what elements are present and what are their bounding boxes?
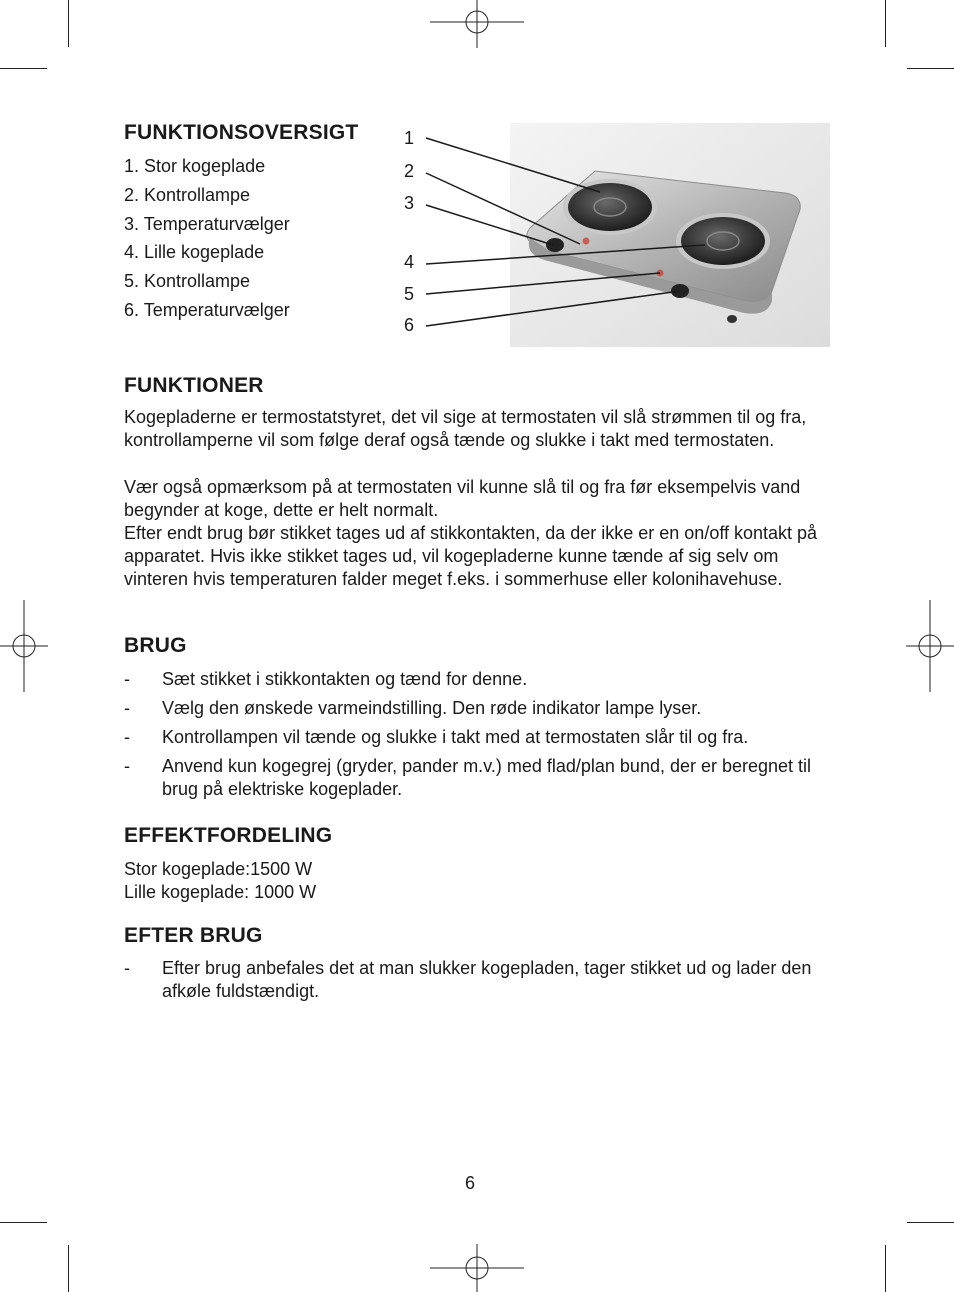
crop-mark — [68, 1245, 69, 1292]
list-item — [124, 957, 824, 1003]
callout-number: 1 — [404, 128, 415, 148]
overview-item: 4. Lille kogeplade — [124, 242, 265, 263]
overview-item: 6. Temperaturvælger — [124, 299, 290, 320]
list-item — [124, 697, 824, 720]
overview-item: 2. Kontrollampe — [124, 184, 251, 205]
usage-heading: BRUG — [124, 634, 187, 657]
power-value: 1000 W — [254, 882, 317, 902]
registration-mark-left — [0, 600, 48, 692]
callout-number: 4 — [404, 252, 415, 272]
bullet-dash: - — [124, 958, 130, 978]
list-item — [124, 726, 824, 749]
bullet-dash: - — [124, 669, 130, 689]
power-row-small — [124, 881, 316, 904]
callout-number: 2 — [404, 161, 415, 181]
power-row-large — [124, 858, 312, 881]
crop-mark — [907, 1222, 954, 1223]
functions-paragraph: Efter endt brug bør stikket tages ud af stikkontakten, da der ikke er en on/off kontakt på apparatet. Hvis ikke stikket tages ud, vil kogepladerne kunne tænde af sig selv om vinteren hvis temperaturen falder meget f.eks. i sommerhuse eller kolonihavehuse. — [124, 523, 818, 590]
usage-list — [124, 668, 824, 807]
overview-heading: FUNKTIONSOVERSIGT — [124, 121, 359, 144]
overview-item: 1. Stor kogeplade — [124, 156, 266, 176]
after-heading: EFTER BRUG — [124, 924, 263, 947]
list-item — [124, 668, 824, 691]
list-item-text: Anvend kun kogegrej (gryder, pander m.v.) med flad/plan bund, der er beregnet til brug på elektriske kogeplader. — [162, 756, 812, 800]
power-label: Stor kogeplade: — [124, 859, 251, 879]
list-item-text: Sæt stikket i stikkontakten og tænd for denne. — [162, 669, 528, 689]
list-item-text: Efter brug anbefales det at man slukker kogepladen, tager stikket ud og lader den afkøle fuldstændigt. — [162, 958, 812, 1002]
crop-mark — [885, 1245, 886, 1292]
crop-mark — [0, 1222, 47, 1223]
power-label: Lille kogeplade: — [124, 882, 250, 902]
list-item — [124, 755, 824, 801]
after-list — [124, 957, 824, 1009]
registration-mark-right — [906, 600, 954, 692]
registration-mark-bottom — [430, 1244, 524, 1292]
functions-heading: FUNKTIONER — [124, 374, 264, 397]
callout-number: 5 — [404, 284, 415, 304]
callout-number: 6 — [404, 315, 415, 335]
list-item-text: Vælg den ønskede varmeindstilling. Den røde indikator lampe lyser. — [162, 698, 702, 718]
list-item-text: Kontrollampen vil tænde og slukke i takt med at termostaten slår til og fra. — [162, 727, 749, 747]
functions-paragraph: Kogepladerne er termostatstyret, det vil sige at termostaten vil slå strømmen til og fra, kontrollamperne vil som følge deraf også tænde og slukke i takt med termostaten. — [124, 407, 807, 451]
power-heading: EFFEKTFORDELING — [124, 824, 333, 847]
callout-lines — [0, 0, 954, 360]
bullet-dash: - — [124, 756, 130, 776]
bullet-dash: - — [124, 727, 130, 747]
overview-item: 5. Kontrollampe — [124, 271, 251, 292]
functions-paragraph: Vær også opmærksom på at termostaten vil kunne slå til og fra før eksempelvis vand begynder at koge, dette er helt normalt. — [124, 477, 801, 521]
overview-item: 3. Temperaturvælger — [124, 213, 290, 234]
page-number: 6 — [464, 1173, 475, 1193]
power-value: 1500 W — [250, 859, 313, 879]
bullet-dash: - — [124, 698, 130, 718]
callout-number: 3 — [404, 193, 415, 213]
